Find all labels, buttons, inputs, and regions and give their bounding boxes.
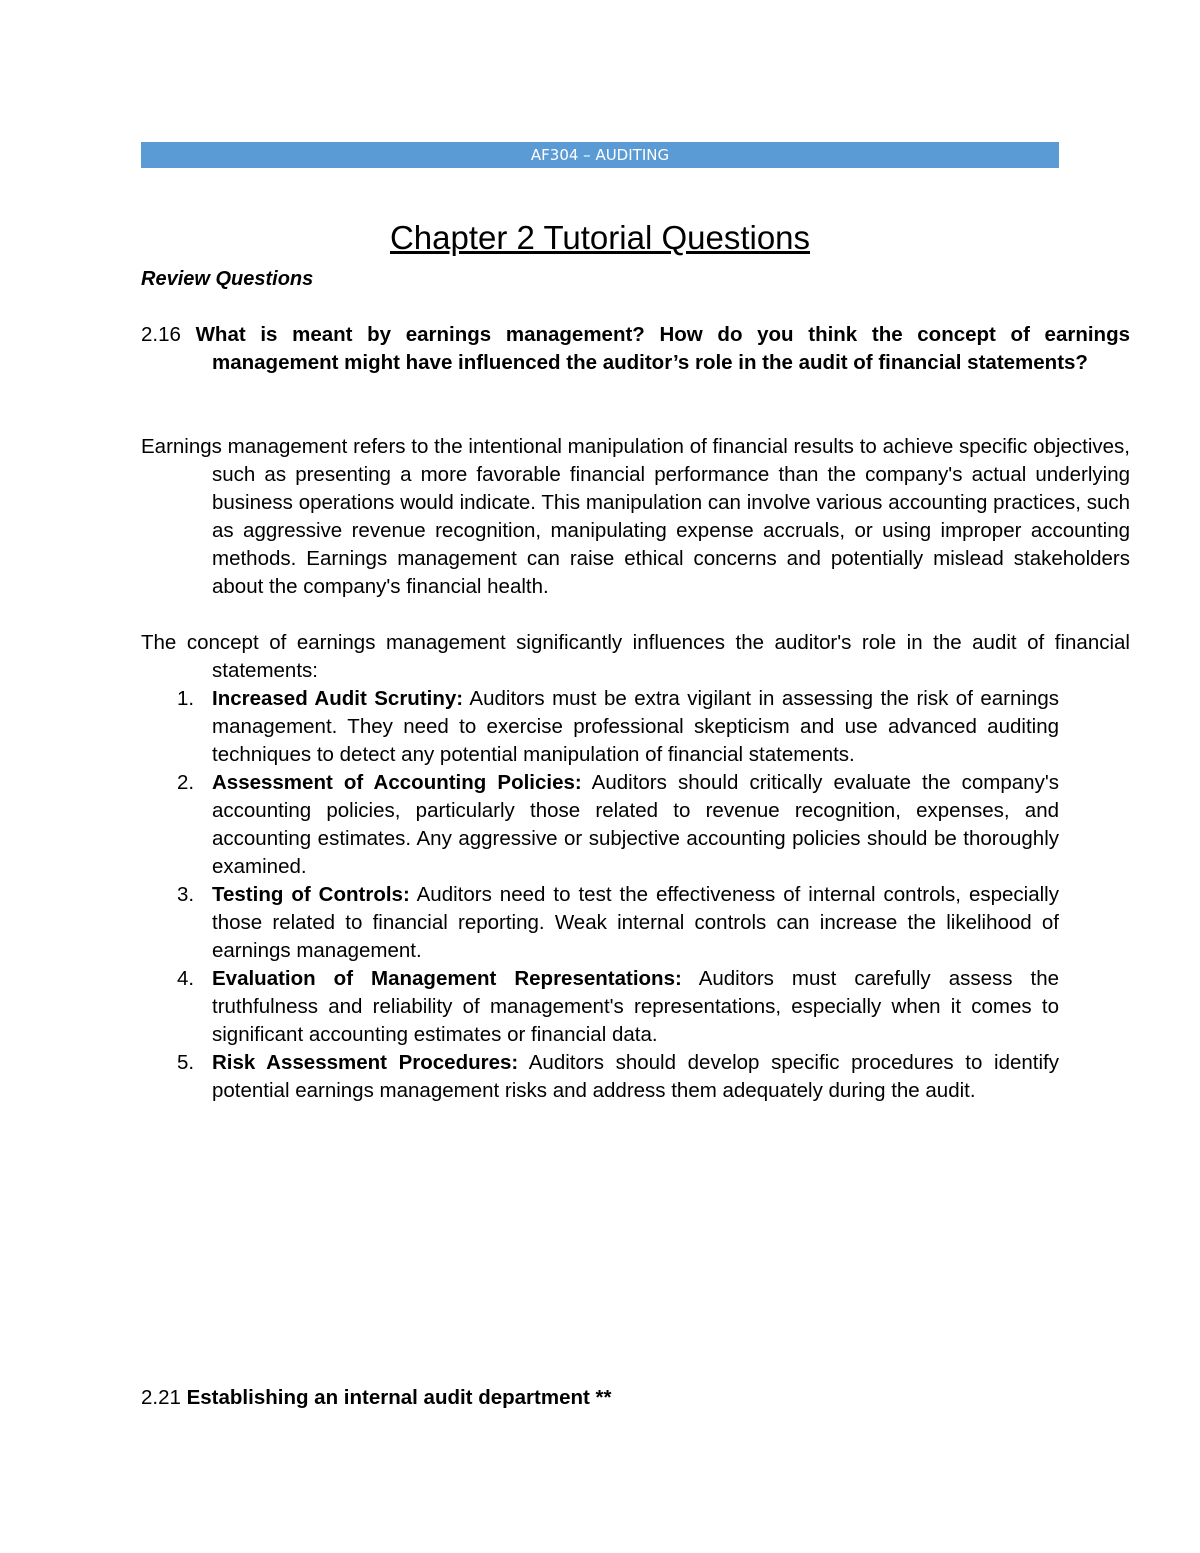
list-item-lead: Testing of Controls: [212,883,410,906]
list-item-number: 1. [177,687,195,710]
course-header-text: AF304 – AUDITING [530,146,670,164]
list-item-lead: Evaluation of Management Representations: [212,967,682,990]
list-item-text: Auditors must carefully assess the truthfulness and reliability of management's representations, especially when it comes to significant accounting estimates or financial data. [212,967,1060,1046]
influence-list [141,685,1059,1105]
list-item [141,685,1059,769]
page-title: Chapter 2 Tutorial Questions [389,219,811,256]
list-item-text: Auditors should develop specific procedures to identify potential earnings management risks and address them adequately during the audit. [212,1051,1059,1102]
list-item-lead: Increased Audit Scrutiny: [212,687,464,710]
list-item-lead: Risk Assessment Procedures: [212,1051,519,1074]
list-item [141,769,1059,881]
list-item-text: Auditors should critically evaluate the company's accounting policies, particularly those related to revenue recognition, expenses, and accounting estimates. Any aggressive or subjective accounting policies should be thoroughly examined. [212,771,1059,878]
list-item-number: 3. [177,883,195,906]
list-item [141,1049,1059,1105]
list-item-number: 2. [177,771,195,794]
list-item-number: 4. [177,967,195,990]
list-item [141,881,1059,965]
question-2-21 [141,1384,1059,1412]
question-text: What is meant by earnings management? How do you think the concept of earnings management might have influenced the auditor’s role in the audit of financial statements? [195,323,1130,374]
question-number: 2.16 [141,323,181,346]
question-2-16 [141,321,1130,377]
list-item-text: Auditors must be extra vigilant in assessing the risk of earnings management. They need to exercise professional skepticism and use advanced auditing techniques to detect any potential manipulation of financial statements. [212,687,1059,766]
list-item-lead: Assessment of Accounting Policies: [212,771,582,794]
question-text: Establishing an internal audit department ** [186,1386,612,1409]
course-header-bar [141,142,1059,168]
list-item-text: Auditors need to test the effectiveness of internal controls, especially those related to financial reporting. Weak internal controls can increase the likelihood of earnings management. [212,883,1059,962]
question-number: 2.21 [141,1386,181,1409]
answer-paragraph-2: The concept of earnings management significantly influences the auditor's role in the audit of financial statements: [141,631,1130,682]
section-subtitle: Review Questions [141,268,314,290]
list-item-number: 5. [177,1051,195,1074]
answer-paragraph-1: Earnings management refers to the intentional manipulation of financial results to achieve specific objectives, such as presenting a more favorable financial performance than the company's actual underlying business operations would indicate. This manipulation can involve various accounting practices, such as aggressive revenue recognition, manipulating expense accruals, or using improper accounting methods. Earnings management can raise ethical concerns and potentially mislead stakeholders about the company's financial health. [141,435,1130,598]
list-item [141,965,1059,1049]
